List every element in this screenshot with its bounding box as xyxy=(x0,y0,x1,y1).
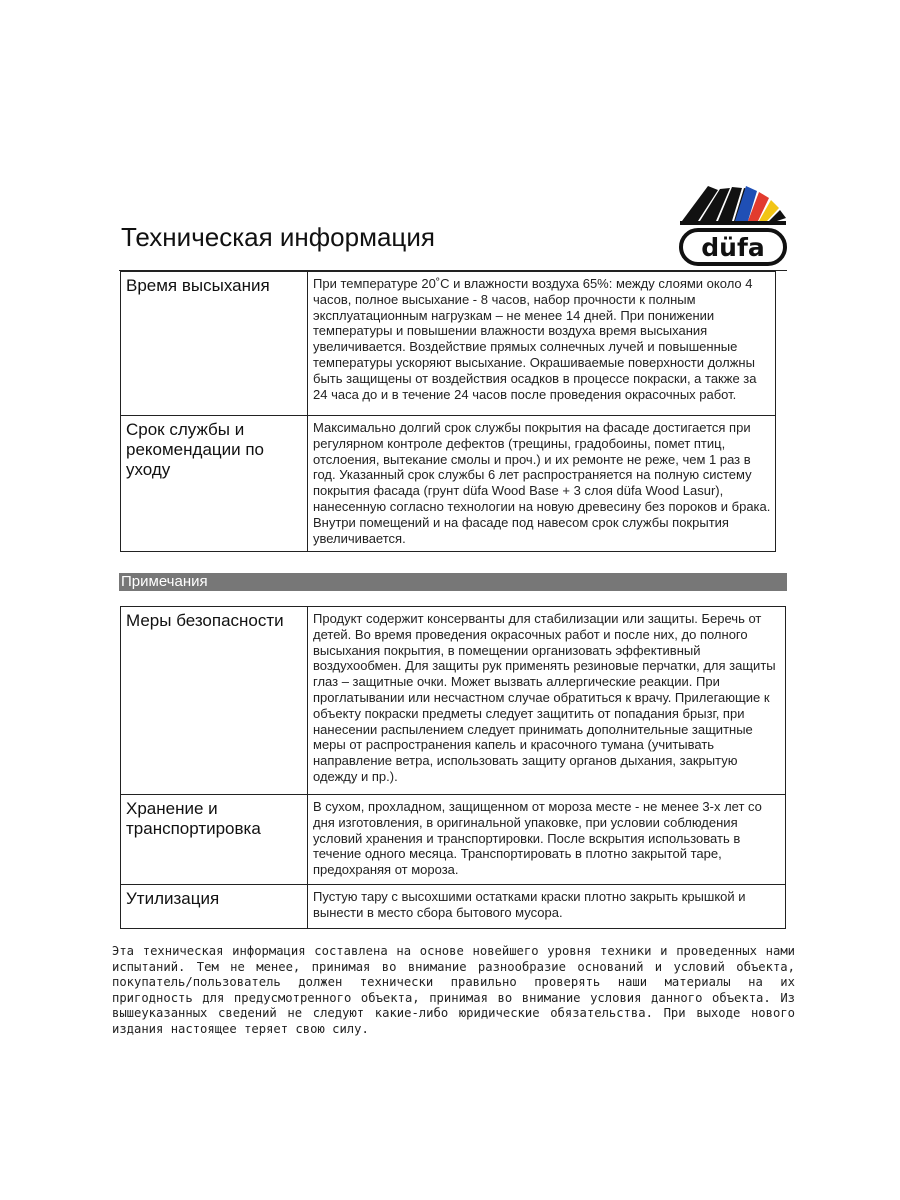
dufa-logo-icon xyxy=(674,164,790,268)
service-life-text: Максимально долгий срок службы покрытия на фасаде достигается при регулярном контроле дефектов (трещины, градобоины, помет птиц, отслоения, вытекание смолы и проч.) и их ремонте не реже, чем 1 раз в год. Указанный срок службы 6 лет распространяется на полную систему покрытия фасада (грунт düfa Wood Base + 3 слоя düfa Wood Lasur), нанесенную согласно технологии на новую древесину без пороков и брака. Внутри помещений и на фасаде под навесом срок службы покрытия увеличивается. xyxy=(308,416,776,552)
safety-text: Продукт содержит консерванты для стабилизации или защиты. Беречь от детей. Во время проведения окрасочных работ и после них, до полного высыхания покрытия, в помещении организовать эффективный воздухообмен. Для защиты рук применять резиновые перчатки, для защиты глаз – защитные очки. Может вызвать аллергические реакции. При проглатывании или несчастном случае обратиться к врачу. Прилегающие к объекту покраски предметы следует защитить от попадания брызг, при нанесении распылением следует принимать дополнительные защитные меры от распространения капель и красочного тумана (учитывать направление ветра, использовать защиту органов дыхания, закрытую одежду и пр.). xyxy=(308,607,786,795)
logo-wordmark: düfa xyxy=(701,233,765,262)
table-row xyxy=(121,885,786,929)
storage-text: В сухом, прохладном, защищенном от мороза месте - не менее 3-х лет со дня изготовления, в оригинальной упаковке, при условии соблюдения условий хранения и транспортировки. После вскрытия использовать в течение одного месяца. Транспортировать в плотно закрытой таре, предохраняя от мороза. xyxy=(308,795,786,885)
storage-label: Хранение и транспортировка xyxy=(121,795,308,885)
properties-table xyxy=(120,271,776,552)
disclaimer-text: Эта техническая информация составлена на основе новейшего уровня техники и проведенных нами испытаний. Тем не менее, принимая во внимание разнообразие оснований и условий объекта, покупатель/пользователь должен технически правильно проверять наши материалы на их пригодность для предусмотренного объекта, принимая во внимание условия данного объекта. Из вышеуказанных сведений не следуют какие-либо юридические обязательства. При выходе нового издания настоящее теряет свою силу. xyxy=(112,944,795,1036)
page-title: Техническая информация xyxy=(121,222,435,252)
table-row xyxy=(121,795,786,885)
brand-logo xyxy=(674,164,790,268)
safety-label: Меры безопасности xyxy=(121,607,308,795)
disposal-label: Утилизация xyxy=(121,885,308,929)
notes-table xyxy=(120,606,786,929)
service-life-label: Срок службы и рекомендации по уходу xyxy=(121,416,308,552)
drying-time-text: При температуре 20˚С и влажности воздуха 65%: между слоями около 4 часов, полное высыхание - 8 часов, набор прочности к полным эксплуатационным нагрузкам – не менее 14 дней. При понижении температуры и повышении влажности воздуха время высыхания увеличивается. Воздействие прямых солнечных лучей и повышенные температуры ускоряют высыхание. Окрашиваемые поверхности должны быть защищены от воздействия осадков в процессе покраски, а также за 24 часа до и в течение 24 часов после проведения окрасочных работ. xyxy=(308,272,776,416)
table-row xyxy=(121,272,776,416)
table-row xyxy=(121,607,786,795)
table-row xyxy=(121,416,776,552)
disposal-text: Пустую тару с высохшими остатками краски плотно закрыть крышкой и вынести в место сбора бытового мусора. xyxy=(308,885,786,929)
notes-section-header: Примечания xyxy=(119,573,787,591)
drying-time-label: Время высыхания xyxy=(121,272,308,416)
